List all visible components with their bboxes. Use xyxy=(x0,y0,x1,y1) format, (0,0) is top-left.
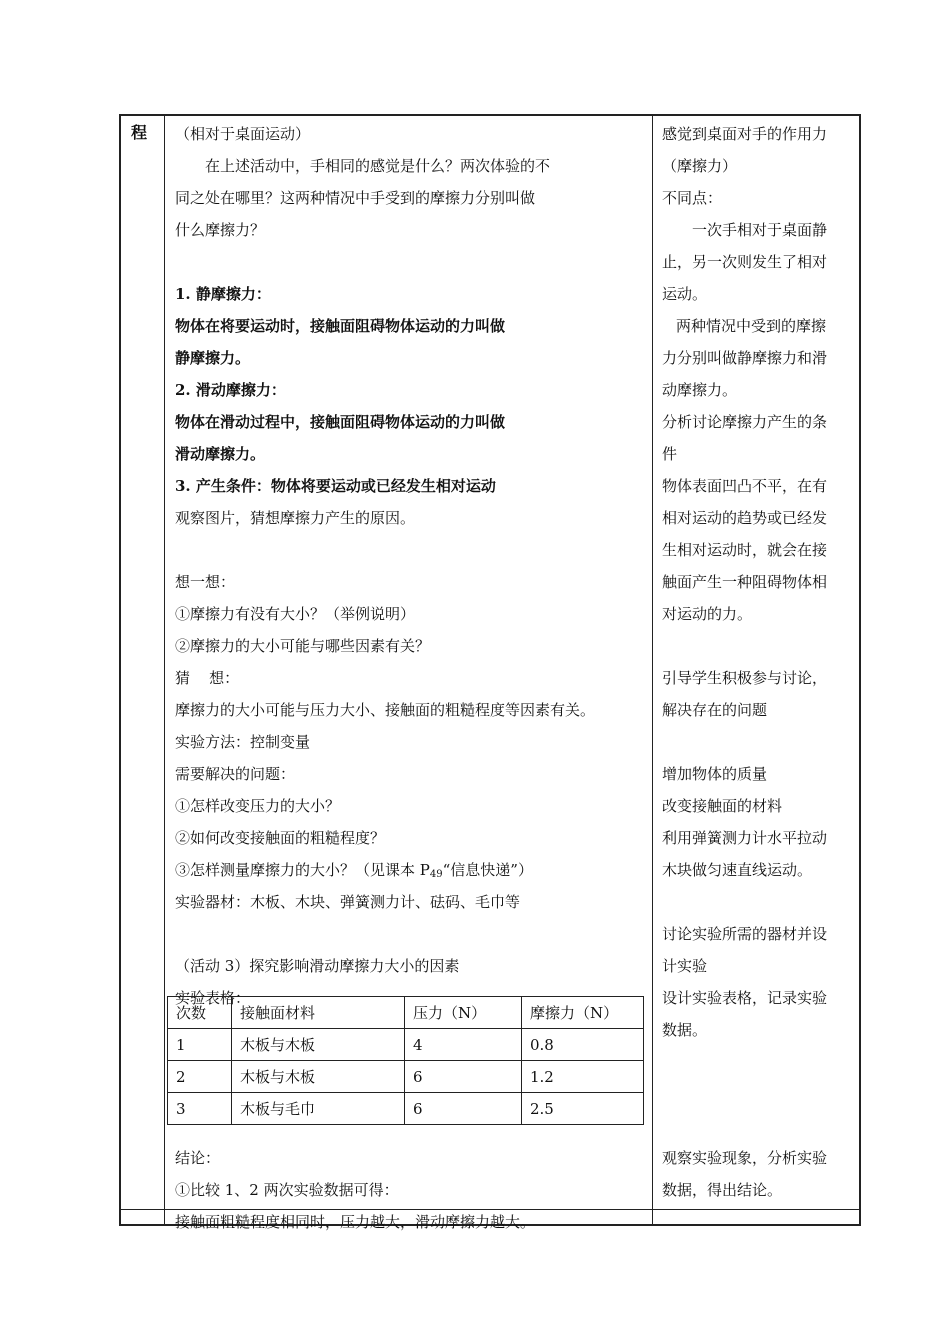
content-line: 在上述活动中，手相同的感觉是什么？两次体验的不 xyxy=(205,157,551,175)
activity-line: 数据。 xyxy=(662,1021,708,1039)
content-line: 观察图片，猜想摩擦力产生的原因。 xyxy=(175,509,416,527)
table-row xyxy=(168,1029,644,1061)
question-item: ②摩擦力的大小可能与哪些因素有关？ xyxy=(175,637,431,655)
activity-line: 引导学生积极参与讨论， xyxy=(662,669,828,687)
content-line: （活动 3）探究影响滑动摩擦力大小的因素 xyxy=(175,957,460,975)
stage-label: 程 xyxy=(131,123,148,142)
table-cell: 木板与木板 xyxy=(232,1061,405,1093)
activity-line: 触面产生一种阻碍物体相 xyxy=(662,573,828,591)
spacer xyxy=(662,1046,854,1078)
definition-line: 物体在滑动过程中，接触面阻碍物体运动的力叫做 xyxy=(175,413,506,431)
table-header-cell: 摩擦力（N） xyxy=(522,997,644,1029)
definition-line: 静摩擦力。 xyxy=(175,349,251,367)
activity-line: 设计实验表格，记录实验 xyxy=(662,989,828,1007)
activity-line: 数据，得出结论。 xyxy=(662,1181,783,1199)
activity-line: 讨论实验所需的器材并设 xyxy=(662,925,828,943)
table-cell: 1 xyxy=(168,1029,232,1061)
column-divider-1 xyxy=(164,116,165,1224)
spacer xyxy=(662,1078,854,1110)
activity-line: 一次手相对于桌面静 xyxy=(692,221,828,239)
activity-line: 计实验 xyxy=(662,957,708,975)
content-line: 实验器材：木板、木块、弹簧测力计、砝码、毛巾等 xyxy=(175,893,521,911)
table-header-cell: 压力（N） xyxy=(405,997,522,1029)
spacer xyxy=(662,630,854,662)
content-line: （相对于桌面运动） xyxy=(175,125,311,143)
activity-line: 两种情况中受到的摩擦 xyxy=(676,317,827,335)
problem-text: “信息快递”） xyxy=(442,861,533,879)
student-activity-column xyxy=(662,118,854,1206)
table-header-cell: 次数 xyxy=(168,997,232,1029)
activity-line: 利用弹簧测力计水平拉动 xyxy=(662,829,828,847)
activity-line: 不同点： xyxy=(662,189,723,207)
problem-item: ②如何改变接触面的粗糙程度？ xyxy=(175,829,386,847)
activity-line: 感觉到桌面对手的作用力 xyxy=(662,125,828,143)
definition-line: 滑动摩擦力。 xyxy=(175,445,266,463)
content-line: 接触面粗糙程度相同时，压力越大，滑动摩擦力越大。 xyxy=(175,1213,536,1231)
activity-line: 物体表面凹凸不平，在有 xyxy=(662,477,828,495)
lesson-plan-table xyxy=(119,114,861,1231)
activity-line: 动摩擦力。 xyxy=(662,381,738,399)
spacer xyxy=(662,886,854,918)
table-header-cell: 接触面材料 xyxy=(232,997,405,1029)
activity-line: 生相对运动时，就会在接 xyxy=(662,541,828,559)
activity-line: 件 xyxy=(662,445,678,463)
content-line: 实验方法：控制变量 xyxy=(175,733,311,751)
activity-line: 力分别叫做静摩擦力和滑 xyxy=(662,349,828,367)
table-cell: 2 xyxy=(168,1061,232,1093)
activity-line: 观察实验现象，分析实验 xyxy=(662,1149,828,1167)
activity-line: 分析讨论摩擦力产生的条 xyxy=(662,413,828,431)
table-cell: 6 xyxy=(405,1093,522,1125)
table-cell: 3 xyxy=(168,1093,232,1125)
activity-line: 木块做匀速直线运动。 xyxy=(662,861,813,879)
table-cell: 0.8 xyxy=(522,1029,644,1061)
spacer xyxy=(662,1110,854,1142)
problem-item xyxy=(175,854,655,886)
content-line: 同之处在哪里？这两种情况中手受到的摩擦力分别叫做 xyxy=(175,189,536,207)
spacer xyxy=(175,246,655,278)
experiment-table xyxy=(167,996,644,1125)
content-line: 想一想： xyxy=(175,573,236,591)
content-line: 结论： xyxy=(175,1149,221,1167)
spacer xyxy=(175,534,655,566)
activity-line: 增加物体的质量 xyxy=(662,765,768,783)
activity-line: （摩擦力） xyxy=(662,157,738,175)
table-row xyxy=(168,1061,644,1093)
content-line: 什么摩擦力？ xyxy=(175,221,266,239)
table-cell: 木板与木板 xyxy=(232,1029,405,1061)
page-subscript: 49 xyxy=(429,869,443,880)
spacer xyxy=(662,726,854,758)
table-header-row xyxy=(168,997,644,1029)
heading-conditions: 3. 产生条件：物体将要运动或已经发生相对运动 xyxy=(175,477,496,495)
table-cell: 1.2 xyxy=(522,1061,644,1093)
problem-item: ①怎样改变压力的大小？ xyxy=(175,797,341,815)
table-cell: 木板与毛巾 xyxy=(232,1093,405,1125)
spacer xyxy=(175,918,655,950)
activity-line: 相对运动的趋势或已经发 xyxy=(662,509,828,527)
table-cell: 2.5 xyxy=(522,1093,644,1125)
question-item: ①摩擦力有没有大小？（举例说明） xyxy=(175,605,416,623)
activity-line: 解决存在的问题 xyxy=(662,701,768,719)
content-line: 需要解决的问题： xyxy=(175,765,296,783)
heading-static-friction: 1. 静摩擦力： xyxy=(175,285,271,303)
content-line: ①比较 1、2 两次实验数据可得： xyxy=(175,1181,399,1199)
activity-line: 止，另一次则发生了相对 xyxy=(662,253,828,271)
definition-line: 物体在将要运动时，接触面阻碍物体运动的力叫做 xyxy=(175,317,506,335)
table-row xyxy=(168,1093,644,1125)
activity-line: 对运动的力。 xyxy=(662,605,753,623)
heading-sliding-friction: 2. 滑动摩擦力： xyxy=(175,381,286,399)
content-line: 实验表格： xyxy=(175,989,251,1007)
content-line: 猜 想： xyxy=(175,669,240,687)
problem-text: ③怎样测量摩擦力的大小？（见课本 P xyxy=(175,861,430,879)
activity-line: 改变接触面的材料 xyxy=(662,797,783,815)
content-line: 摩擦力的大小可能与压力大小、接触面的粗糙程度等因素有关。 xyxy=(175,701,596,719)
activity-line: 运动。 xyxy=(662,285,708,303)
table-cell: 6 xyxy=(405,1061,522,1093)
table-cell: 4 xyxy=(405,1029,522,1061)
